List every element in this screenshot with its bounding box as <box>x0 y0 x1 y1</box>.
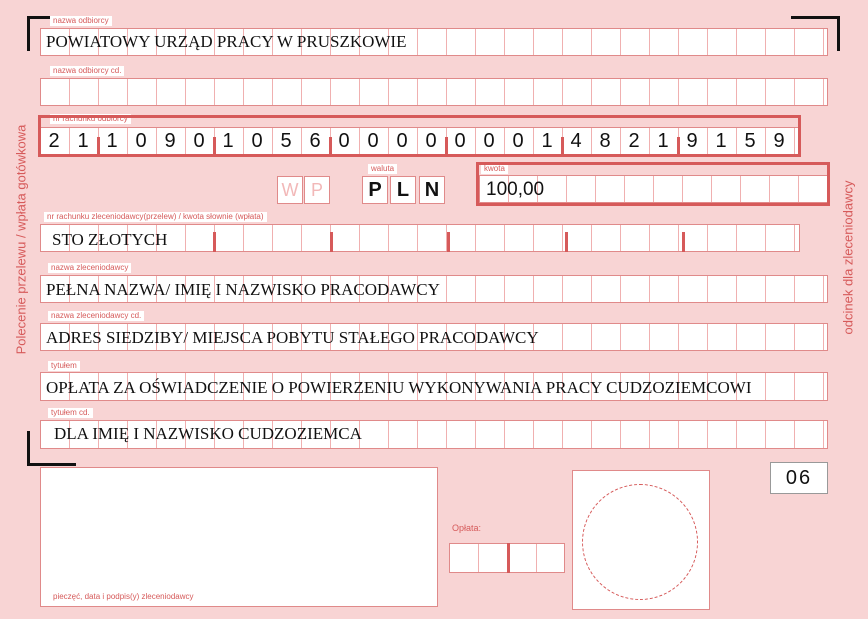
account-group-separator <box>445 137 448 155</box>
stamp-label: pieczęć, data i podpis(y) zleceniodawcy <box>53 592 194 601</box>
currency-letter-1: P <box>368 179 382 201</box>
wp-w-letter: W <box>281 180 299 200</box>
payer-account-label: nr rachunku zleceniodawcy(przelew) / kwota słownie (wpłata) <box>44 212 267 222</box>
account-digit: 4 <box>570 130 582 152</box>
recipient-cont-label: nazwa odbiorcy cd. <box>50 66 124 76</box>
account-label: nr rachunku odbiorcy <box>50 114 131 124</box>
wp-p-box[interactable] <box>304 176 330 204</box>
account-digit: 0 <box>367 130 379 152</box>
recipient-cont-field[interactable] <box>40 78 828 106</box>
account-digit: 5 <box>744 130 756 152</box>
account-group-separator <box>213 137 216 155</box>
amount-value: 100,00 <box>486 179 545 200</box>
currency-letter-3: N <box>424 179 440 201</box>
group-mark-5 <box>682 232 685 252</box>
account-digit: 0 <box>425 130 437 152</box>
group-mark-3 <box>447 232 450 252</box>
account-group-separator <box>561 137 564 155</box>
recipient-label: nazwa odbiorcy <box>50 16 112 26</box>
account-digit: 9 <box>164 130 176 152</box>
title-label: tytułem <box>48 361 80 371</box>
currency-letter-2: L <box>396 179 410 201</box>
account-digit: 0 <box>483 130 495 152</box>
stamp-circle <box>582 484 698 600</box>
payer-name-label: nazwa zleceniodawcy <box>48 263 131 273</box>
wp-w-box[interactable] <box>277 176 303 204</box>
account-digit: 1 <box>106 130 118 152</box>
group-mark-2 <box>330 232 333 252</box>
amount-label: kwota <box>481 164 508 174</box>
payer-name-value: PEŁNA NAZWA/ IMIĘ I NAZWISKO PRACODAWCY <box>46 280 440 299</box>
recipient-value: POWIATOWY URZĄD PRACY W PRUSZKOWIE <box>46 32 407 51</box>
account-group-separator <box>677 137 680 155</box>
side-label-right: odcinek dla zleceniodawcy <box>840 180 856 335</box>
fee-label: Opłata: <box>452 523 482 533</box>
currency-label: waluta <box>368 164 397 174</box>
account-digit: 2 <box>628 130 640 152</box>
payer-address-value: ADRES SIEDZIBY/ MIEJSCA POBYTU STAŁEGO PRACODAWCY <box>46 328 539 347</box>
form-code: 06 <box>785 467 813 489</box>
account-digit: 5 <box>280 130 292 152</box>
account-digit: 0 <box>193 130 205 152</box>
account-digit: 8 <box>599 130 611 152</box>
group-mark-4 <box>565 232 568 252</box>
payer-name-cont-label: nazwa zleceniodawcy cd. <box>48 311 144 321</box>
account-digit: 0 <box>396 130 408 152</box>
group-mark-1 <box>213 232 216 252</box>
account-digit: 1 <box>657 130 669 152</box>
wp-p-letter: P <box>310 180 323 200</box>
form-code-box <box>770 462 828 494</box>
account-digit: 0 <box>338 130 350 152</box>
account-digit: 0 <box>251 130 263 152</box>
account-group-separator <box>329 137 332 155</box>
side-label-left: Polecenie przelewu / wpłata gotówkowa <box>13 124 29 355</box>
account-digit: 0 <box>454 130 466 152</box>
title-cont-value: DLA IMIĘ I NAZWISKO CUDZOZIEMCA <box>54 424 362 443</box>
currency-box-3[interactable] <box>419 176 445 204</box>
account-digit: 1 <box>222 130 234 152</box>
account-digit: 9 <box>686 130 698 152</box>
account-digit: 2 <box>48 130 60 152</box>
currency-box-1[interactable] <box>362 176 388 204</box>
currency-box-2[interactable] <box>390 176 416 204</box>
account-digit: 1 <box>541 130 553 152</box>
fee-group-mark <box>507 543 510 573</box>
account-digit: 0 <box>135 130 147 152</box>
account-group-separator <box>97 137 100 155</box>
account-digit: 1 <box>77 130 89 152</box>
stamp-signature-box[interactable] <box>40 467 438 607</box>
title-value: OPŁATA ZA OŚWIADCZENIE O POWIERZENIU WYKONYWANIA PRACY CUDZOZIEMCOWI <box>46 378 752 397</box>
bank-stamp-box <box>572 470 710 610</box>
account-digit: 0 <box>512 130 524 152</box>
account-digit: 1 <box>715 130 727 152</box>
title-cont-label: tytułem cd. <box>48 408 93 418</box>
amount-words-value: STO ZŁOTYCH <box>52 230 168 249</box>
account-digit: 6 <box>309 130 321 152</box>
account-digit: 9 <box>773 130 785 152</box>
